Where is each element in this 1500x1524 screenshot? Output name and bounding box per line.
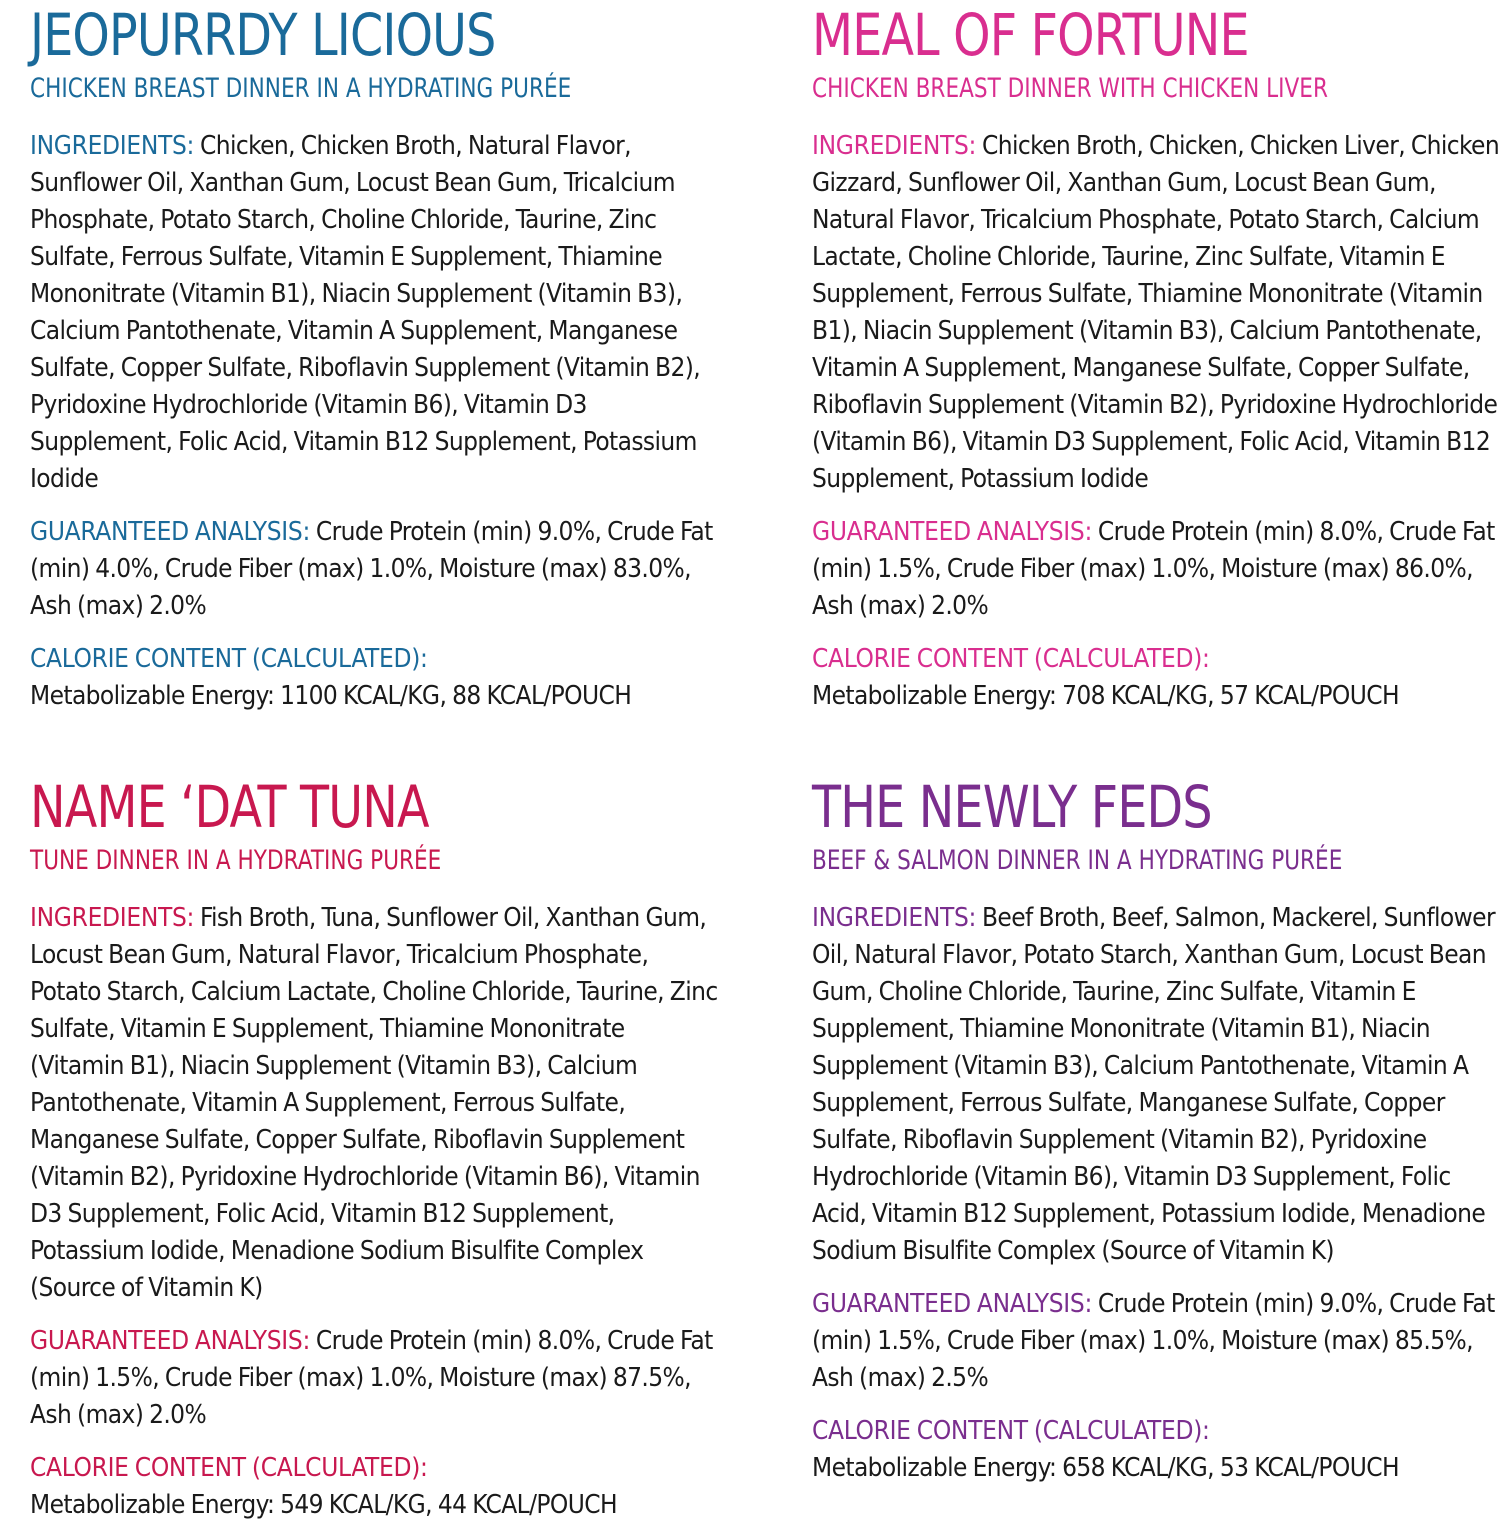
product-title: JEOPURRDY LICIOUS bbox=[30, 1, 496, 69]
product-subtitle: TUNE DINNER IN A HYDRATING PURÉE bbox=[30, 845, 442, 876]
product-title: NAME ‘DAT TUNA bbox=[30, 773, 429, 841]
analysis-label: GUARANTEED ANALYSIS: bbox=[30, 517, 311, 547]
guaranteed-analysis-section bbox=[812, 1286, 1500, 1397]
calorie-label: CALORIE CONTENT (CALCULATED): bbox=[30, 644, 428, 674]
guaranteed-analysis-section bbox=[812, 514, 1500, 625]
calorie-content-section bbox=[30, 641, 720, 715]
product-subtitle: CHICKEN BREAST DINNER IN A HYDRATING PURÉE bbox=[30, 73, 572, 104]
calorie-text: Metabolizable Energy: 708 KCAL/KG, 57 KCAL/POUCH bbox=[812, 681, 1399, 711]
product-title: MEAL OF FORTUNE bbox=[812, 1, 1249, 69]
analysis-text: Crude Protein (min) 9.0%, Crude Fat (min) 1.5%, Crude Fiber (max) 1.0%, Moisture (max) 85.5%, Ash (max) 2.5% bbox=[812, 1289, 1495, 1393]
ingredients-text: Chicken Broth, Chicken, Chicken Liver, Chicken Gizzard, Sunflower Oil, Xanthan Gum, Locust Bean Gum, Natural Flavor, Tricalcium Phosphate, Potato Starch, Calcium Lactate, Choline Chloride, Taurine, Zinc Sulfate, Vitamin E Supplement, Ferrous Sulfate, Thiamine Mononitrate (Vitamin B1), Niacin Supplement (Vitamin B3), Calcium Pantothenate, Vitamin A Supplement, Manganese Sulfate, Copper Sulfate, Riboflavin Supplement (Vitamin B2), Pyridoxine Hydrochloride (Vitamin B6), Vitamin D3 Supplement, Folic Acid, Vitamin B12 Supplement, Potassium Iodide bbox=[812, 131, 1500, 494]
guaranteed-analysis-section bbox=[30, 1323, 720, 1434]
ingredients-section bbox=[812, 900, 1500, 1270]
calorie-content-section bbox=[30, 1450, 720, 1524]
product-subtitle: CHICKEN BREAST DINNER WITH CHICKEN LIVER bbox=[812, 73, 1328, 104]
calorie-label: CALORIE CONTENT (CALCULATED): bbox=[812, 644, 1210, 674]
product-panel-the-newly-feds bbox=[812, 774, 1500, 1487]
analysis-label: GUARANTEED ANALYSIS: bbox=[812, 517, 1093, 547]
calorie-text: Metabolizable Energy: 1100 KCAL/KG, 88 KCAL/POUCH bbox=[30, 681, 632, 711]
analysis-label: GUARANTEED ANALYSIS: bbox=[30, 1326, 311, 1356]
ingredients-label: INGREDIENTS: bbox=[30, 903, 195, 933]
guaranteed-analysis-section bbox=[30, 514, 720, 625]
analysis-text: Crude Protein (min) 8.0%, Crude Fat (min) 1.5%, Crude Fiber (max) 1.0%, Moisture (max) 87.5%, Ash (max) 2.0% bbox=[30, 1326, 713, 1430]
product-subtitle: BEEF & SALMON DINNER IN A HYDRATING PURÉE bbox=[812, 845, 1343, 876]
ingredients-label: INGREDIENTS: bbox=[812, 131, 977, 161]
ingredients-text: Fish Broth, Tuna, Sunflower Oil, Xanthan Gum, Locust Bean Gum, Natural Flavor, Tricalcium Phosphate, Potato Starch, Calcium Lactate, Choline Chloride, Taurine, Zinc Sulfate, Vitamin E Supplement, Thiamine Mononitrate (Vitamin B1), Niacin Supplement (Vitamin B3), Calcium Pantothenate, Vitamin A Supplement, Ferrous Sulfate, Manganese Sulfate, Copper Sulfate, Riboflavin Supplement (Vitamin B2), Pyridoxine Hydrochloride (Vitamin B6), Vitamin D3 Supplement, Folic Acid, Vitamin B12 Supplement, Potassium Iodide, Menadione Sodium Bisulfite Complex (Source of Vitamin K) bbox=[30, 903, 718, 1303]
analysis-text: Crude Protein (min) 9.0%, Crude Fat (min) 4.0%, Crude Fiber (max) 1.0%, Moisture (max) 83.0%, Ash (max) 2.0% bbox=[30, 517, 713, 621]
product-panel-meal-of-fortune bbox=[812, 2, 1500, 715]
calorie-text: Metabolizable Energy: 549 KCAL/KG, 44 KCAL/POUCH bbox=[30, 1490, 617, 1520]
ingredients-text: Beef Broth, Beef, Salmon, Mackerel, Sunflower Oil, Natural Flavor, Potato Starch, Xanthan Gum, Locust Bean Gum, Choline Chloride, Taurine, Zinc Sulfate, Vitamin E Supplement, Thiamine Mononitrate (Vitamin B1), Niacin Supplement (Vitamin B3), Calcium Pantothenate, Vitamin A Supplement, Ferrous Sulfate, Manganese Sulfate, Copper Sulfate, Riboflavin Supplement (Vitamin B2), Pyridoxine Hydrochloride (Vitamin B6), Vitamin D3 Supplement, Folic Acid, Vitamin B12 Supplement, Potassium Iodide, Menadione Sodium Bisulfite Complex (Source of Vitamin K) bbox=[812, 903, 1495, 1266]
ingredients-label: INGREDIENTS: bbox=[30, 131, 195, 161]
calorie-label: CALORIE CONTENT (CALCULATED): bbox=[30, 1453, 428, 1483]
ingredients-section bbox=[30, 128, 720, 498]
calorie-content-section bbox=[812, 1413, 1500, 1487]
analysis-text: Crude Protein (min) 8.0%, Crude Fat (min) 1.5%, Crude Fiber (max) 1.0%, Moisture (max) 86.0%, Ash (max) 2.0% bbox=[812, 517, 1495, 621]
calorie-text: Metabolizable Energy: 658 KCAL/KG, 53 KCAL/POUCH bbox=[812, 1453, 1399, 1483]
product-panel-jeopurrdy-licious bbox=[30, 2, 720, 715]
ingredients-section bbox=[812, 128, 1500, 498]
ingredients-section bbox=[30, 900, 720, 1307]
ingredients-label: INGREDIENTS: bbox=[812, 903, 977, 933]
calorie-content-section bbox=[812, 641, 1500, 715]
ingredients-text: Chicken, Chicken Broth, Natural Flavor, Sunflower Oil, Xanthan Gum, Locust Bean Gum, Tricalcium Phosphate, Potato Starch, Choline Chloride, Taurine, Zinc Sulfate, Ferrous Sulfate, Vitamin E Supplement, Thiamine Mononitrate (Vitamin B1), Niacin Supplement (Vitamin B3), Calcium Pantothenate, Vitamin A Supplement, Manganese Sulfate, Copper Sulfate, Riboflavin Supplement (Vitamin B2), Pyridoxine Hydrochloride (Vitamin B6), Vitamin D3 Supplement, Folic Acid, Vitamin B12 Supplement, Potassium Iodide bbox=[30, 131, 701, 494]
product-title: THE NEWLY FEDS bbox=[812, 773, 1212, 841]
analysis-label: GUARANTEED ANALYSIS: bbox=[812, 1289, 1093, 1319]
calorie-label: CALORIE CONTENT (CALCULATED): bbox=[812, 1416, 1210, 1446]
product-panel-name-dat-tuna bbox=[30, 774, 720, 1524]
